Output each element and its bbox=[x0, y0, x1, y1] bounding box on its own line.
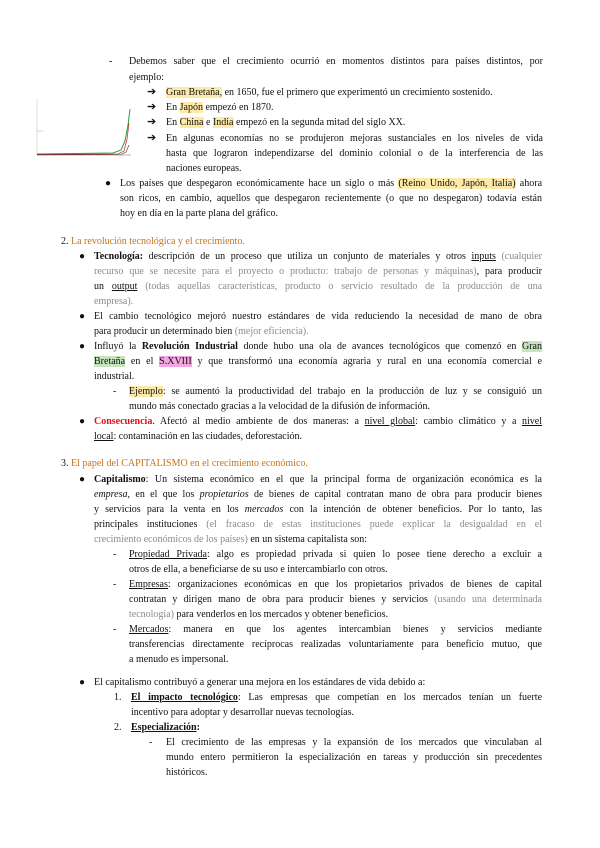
dash-glyph: - bbox=[113, 579, 117, 590]
list-number-2: 2. bbox=[114, 722, 122, 733]
ejemplo-line-2: mundo más conectado gracias a la velocidad de la difusión de información. bbox=[129, 401, 431, 412]
contribucion-line: El capitalismo contribuyó a generar una mejora en los estándares de vida debido a: bbox=[94, 677, 426, 688]
bullet-icon: ● bbox=[79, 416, 86, 427]
dash-glyph: - bbox=[113, 549, 117, 560]
especializacion-heading: Especialización: bbox=[131, 722, 200, 733]
chart-line-green bbox=[37, 109, 130, 154]
arrow-icon: ➔ bbox=[147, 132, 157, 144]
example-uk: Gran Bretaña, en 1650, fue el primero que experimentó un crecimiento sostenido. bbox=[166, 87, 493, 98]
empresas-line-3: tecnología) para venderlos en los mercados y obtener beneficios. bbox=[129, 609, 389, 620]
capitalismo-line-1: Capitalismo: Un sistema económico en el que la principal forma de organización económica es la bbox=[94, 474, 542, 485]
chart-line-red bbox=[37, 123, 129, 155]
bullet-icon: ● bbox=[79, 251, 86, 262]
example-colonial-1: En algunas economías no se produjeron mejoras sustanciales en los niveles de vida bbox=[166, 133, 543, 144]
tecnologia-line-1: Tecnología: descripción de un proceso que utiliza un conjunto de materiales y otros inputs (cualquier bbox=[94, 251, 542, 262]
growth-chart-thumbnail bbox=[33, 95, 133, 160]
especializacion-line-1: El crecimiento de las empresas y la expansión de los mercados que vinculaban al bbox=[166, 737, 542, 748]
rich-countries-line-1: Los países que despegaron económicamente hace un siglo o más (Reino Unido, Japón, Italia) ahora bbox=[120, 178, 543, 189]
arrow-icon: ➔ bbox=[147, 86, 157, 98]
intro-line-1: Debemos saber que el crecimiento ocurrió en momentos distintos para países distintos, por bbox=[129, 56, 543, 67]
tecnologia-line-2: recurso que se necesite para el proyecto o producto: trabajo de personas y máquinas), para producir bbox=[94, 266, 542, 277]
ejemplo-line-1: Ejemplo: se aumentó la productividad del trabajo en la producción de luz y se consiguió un bbox=[129, 386, 542, 397]
example-colonial-3: naciones europeas. bbox=[166, 163, 242, 174]
propiedad-line-1: Propiedad Privada: algo es propiedad privada si quien lo posee tiene derecho a excluir a bbox=[129, 549, 542, 560]
revolucion-line-1: Influyó la Revolución Industrial donde hubo una ola de avances tecnológicos que comenzó en Gran bbox=[94, 341, 542, 352]
bullet-icon: ● bbox=[79, 341, 86, 352]
especializacion-line-2: mundo entero permitieron la especialización en tareas y producción sin precedentes bbox=[166, 752, 542, 763]
bullet-icon: ● bbox=[79, 311, 86, 322]
cambio-line-2: para producir un determinado bien (mejor eficiencia). bbox=[94, 326, 309, 337]
empresas-line-2: contratan y dirigen mano de obra para producir bienes y servicios (usando una determinada bbox=[129, 594, 542, 605]
bullet-icon: ● bbox=[79, 474, 86, 485]
capitalismo-line-3: y servicios para la venta en los mercados con la intención de obtener beneficios. Por lo tanto, las bbox=[94, 504, 542, 515]
especializacion-line-3: históricos. bbox=[166, 767, 208, 778]
capitalismo-line-4: principales instituciones (el fracaso de estas instituciones puede explicar la desigualdad en el bbox=[94, 519, 542, 530]
dash-glyph: - bbox=[113, 624, 117, 635]
section-3-heading: 3. El papel del CAPITALISMO en el crecimiento económico. bbox=[61, 458, 308, 469]
bullet-icon: ● bbox=[79, 677, 86, 688]
impacto-line-2: incentivo para adoptar y desarrollar nuevas tecnologías. bbox=[131, 707, 354, 718]
intro-line-2: ejemplo: bbox=[129, 72, 164, 83]
example-japan: En Japón empezó en 1870. bbox=[166, 102, 274, 113]
example-colonial-2: hasta que lograron independizarse del dominio colonial o de la interferencia de las bbox=[166, 148, 543, 159]
list-number-1: 1. bbox=[114, 692, 122, 703]
tecnologia-line-3: un output (todas aquellas características, producto o servicio resultado de la producción de una bbox=[94, 281, 543, 292]
arrow-icon: ➔ bbox=[147, 101, 157, 113]
cambio-line-1: El cambio tecnológico mejoró nuestro estándares de vida reduciendo la necesidad de mano de obra bbox=[94, 311, 542, 322]
dash-glyph: - bbox=[113, 386, 117, 397]
rich-countries-line-3: hoy en día en la parte plana del gráfico. bbox=[120, 208, 278, 219]
mercados-line-3: a menudo es impersonal. bbox=[129, 654, 229, 665]
dash-glyph: - bbox=[109, 56, 113, 67]
arrow-icon: ➔ bbox=[147, 116, 157, 128]
propiedad-line-2: otros de ella, a beneficiarse de su uso e intercambiarlo con otros. bbox=[129, 564, 388, 575]
mercados-line-2: transferencias directamente recíprocas realizadas voluntariamente para beneficio mutuo, que bbox=[129, 639, 542, 650]
revolucion-line-3: industrial. bbox=[94, 371, 135, 382]
section-2-heading: 2. La revolución tecnológica y el crecimiento. bbox=[61, 236, 245, 247]
impacto-line-1: El impacto tecnológico: Las empresas que competían en los mercados tenían un fuerte bbox=[131, 692, 543, 703]
tecnologia-line-4: empresa). bbox=[94, 296, 134, 307]
capitalismo-line-2: empresa, en el que los propietarios de bienes de capital contratan mano de obra para producir bienes bbox=[94, 489, 542, 500]
capitalismo-line-5: crecimiento económicos de los países) en un sistema capitalista son: bbox=[94, 534, 367, 545]
consecuencia-line-2: local: contaminación en las ciudades, deforestación. bbox=[94, 431, 302, 442]
mercados-line-1: Mercados: manera en que los agentes intercambian bienes y servicios mediante bbox=[129, 624, 542, 635]
rich-countries-line-2: son ricos, en cambio, aquellos que despegaron recientemente (o que no despegaron) todavía están bbox=[120, 193, 542, 204]
example-china-india: En China e India empezó en la segunda mitad del siglo XX. bbox=[166, 117, 406, 128]
bullet-icon: ● bbox=[105, 178, 112, 189]
consecuencia-line-1: Consecuencia. Afectó al medio ambiente de dos maneras: a nivel global: cambio climático y a nivel bbox=[94, 416, 542, 427]
empresas-line-1: Empresas: organizaciones económicas en que los propietarios privados de bienes de capital bbox=[129, 579, 542, 590]
revolucion-line-2: Bretaña en el S.XVIII y que transformó una economía agraria y rural en una economía comercial e bbox=[94, 356, 542, 367]
dash-glyph: - bbox=[149, 737, 153, 748]
